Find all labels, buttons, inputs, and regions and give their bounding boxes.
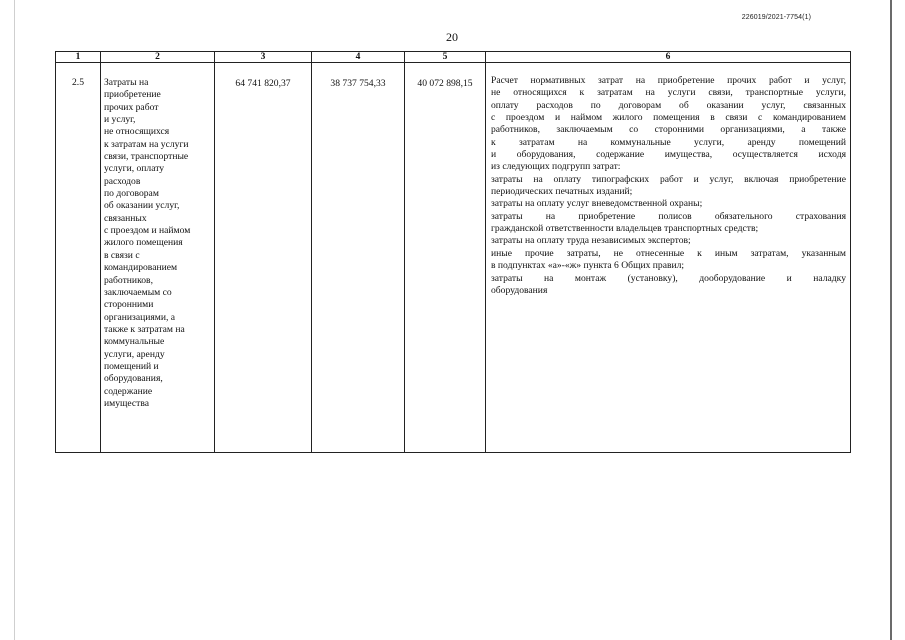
- document-registration-code: 226019/2021-7754(1): [741, 14, 811, 21]
- expense-name-line: коммунальные: [104, 336, 165, 348]
- expense-name-line: и услуг,: [104, 114, 136, 126]
- column-number-header-row: [56, 52, 851, 63]
- expense-name-line: Затраты на: [104, 77, 149, 88]
- expense-name-line: в связи с: [104, 249, 140, 261]
- expense-name-line: помещений и: [104, 360, 159, 372]
- description-line: к затратам на коммунальные услуги, аренду помещений: [491, 136, 846, 148]
- description-line: затраты на оплату труда независимых экспертов;: [491, 235, 691, 247]
- expense-name-line: расходов: [104, 175, 141, 187]
- description-line: из следующих подгрупп затрат:: [491, 161, 621, 173]
- expense-name-line: услуги, оплату: [104, 163, 165, 175]
- expense-name-line: работников,: [104, 274, 153, 286]
- description-line: затраты на приобретение полисов обязательного страхования: [491, 210, 846, 222]
- expense-name-line: связанных: [104, 212, 147, 224]
- column-header-3: 3: [215, 52, 312, 63]
- expense-name-line: с проездом и наймом: [104, 225, 191, 237]
- expense-name-line: приобретение: [104, 89, 161, 101]
- expense-name-cell: [101, 63, 215, 453]
- expense-name-line: прочих работ: [104, 101, 159, 113]
- page-number: 20: [446, 30, 458, 44]
- expense-name-line: организациями, а: [104, 311, 176, 323]
- description-line: периодических печатных изданий;: [491, 186, 633, 198]
- description-line: в подпунктах «а»-«ж» пункта 6 Общих правил;: [491, 260, 685, 272]
- column-header-1: 1: [56, 52, 101, 63]
- column-header-2: 2: [101, 52, 215, 63]
- expense-name-line: услуги, аренду: [104, 348, 165, 360]
- description-line: иные прочие затраты, не отнесенные к иным затратам, указанным: [491, 247, 846, 259]
- expense-name-line: об оказании услуг,: [104, 200, 180, 212]
- description-line: затраты на оплату типографских работ и услуг, включая приобретение: [491, 173, 846, 185]
- description-line: оплату расходов по договорам об оказании услуг, связанных: [491, 99, 846, 111]
- expense-name-line: командированием: [104, 262, 178, 274]
- column-header-4: 4: [312, 52, 405, 63]
- row-number-cell: 2.5: [56, 63, 101, 453]
- scan-right-edge: [890, 0, 892, 640]
- calculation-description-cell: [486, 63, 851, 453]
- expense-name-line: также к затратам на: [104, 323, 185, 335]
- amount-cell-col5: 40 072 898,15: [405, 63, 486, 453]
- expense-name-line: имущества: [104, 397, 149, 409]
- amount-cell-col3: 64 741 820,37: [215, 63, 312, 453]
- scan-left-edge: [14, 0, 15, 640]
- expense-name-line: содержание: [104, 385, 153, 397]
- description-line: и оборудования, содержание имущества, осуществляется исходя: [491, 149, 846, 161]
- amount-cell-col4: 38 737 754,33: [312, 63, 405, 453]
- description-line: с проездом и наймом жилого помещения в связи с командированием: [491, 112, 846, 124]
- description-line: оборудования: [491, 284, 548, 296]
- expense-name-line: жилого помещения: [104, 237, 183, 249]
- expense-name-line: по договорам: [104, 188, 159, 200]
- column-header-6: 6: [486, 52, 851, 63]
- expense-name-line: оборудования,: [104, 373, 163, 385]
- column-header-5: 5: [405, 52, 486, 63]
- description-line: затраты на монтаж (установку), дооборудование и наладку: [491, 272, 846, 284]
- table-row: [56, 63, 851, 453]
- description-line: работников, заключаемым со сторонними организациями, а также: [491, 124, 846, 136]
- expense-name-line: не относящихся: [104, 126, 170, 138]
- description-line: Расчет нормативных затрат на приобретение прочих работ и услуг,: [491, 75, 846, 86]
- expense-name-line: к затратам на услуги: [104, 138, 189, 150]
- description-line: затраты на оплату услуг вневедомственной охраны;: [491, 198, 703, 210]
- expense-name-line: сторонними: [104, 299, 154, 311]
- description-line: не относящихся к затратам на услуги связи, транспортные услуги,: [491, 87, 846, 99]
- expense-name-line: заключаемым со: [104, 286, 172, 298]
- expense-name-line: связи, транспортные: [104, 151, 189, 163]
- expenses-table: [55, 51, 851, 453]
- description-line: гражданской ответственности владельцев транспортных средств;: [491, 223, 759, 235]
